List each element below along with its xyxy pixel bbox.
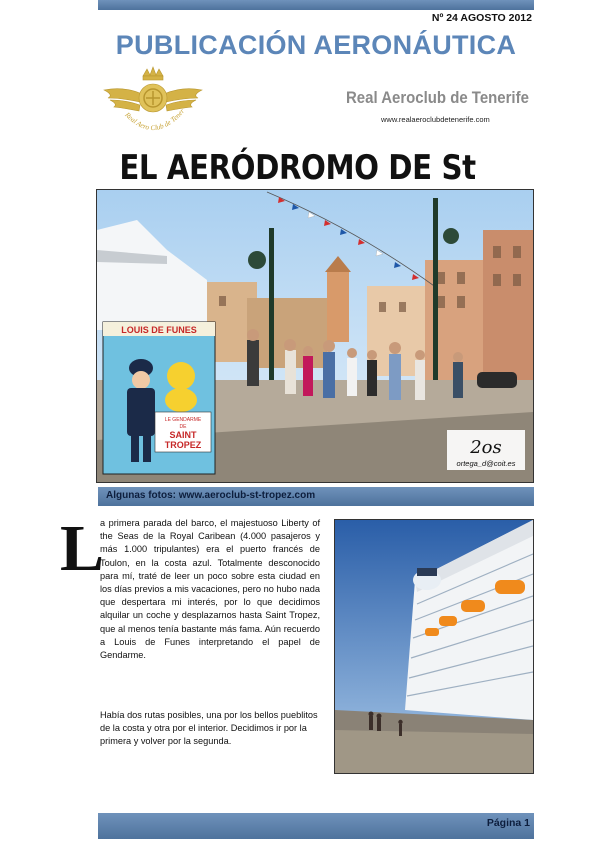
logo-lettering: Real Aero Club de Tener (123, 107, 187, 133)
aeroclub-logo (100, 64, 206, 144)
header-bar (98, 0, 534, 10)
poster-title-2: DE (179, 424, 187, 430)
drop-cap: L (60, 512, 105, 585)
film-poster (103, 322, 215, 474)
signature-email: ortega_d@coit.es (456, 459, 516, 468)
cruise-ship-photo (334, 519, 534, 774)
street-scene-illustration (97, 190, 533, 482)
article-headline: EL AERÓDROMO DE St (119, 148, 476, 188)
signature-text: 2os (470, 437, 502, 458)
poster-title-top: LOUIS DE FUNES (121, 325, 197, 335)
article-paragraph-2: Había dos rutas posibles, una por los bellos pueblitos de la costa y otra por el interior. Decidimos ir por la primera y volver por la segunda. (100, 710, 318, 747)
poster-title-1: LE GENDARME (164, 417, 202, 423)
issue-date: Nº 24 AGOSTO 2012 (431, 12, 532, 24)
page-number: Página 1 (486, 817, 530, 829)
article-paragraph-1: a primera parada del barco, el majestuoso Liberty of the Seas de la Royal Caribean (4.000 pasajeros y más 1.000 tripulantes) era el puerto francés de Toulon, en la costa azul. Totalmente desconocido para mí, traté de leer un poco sobre esta ciudad en los días previos a mis vacaciones, pero no hubo nada que despertara mi interés, por lo que decidimos alquilar un coche y desplazarnos hasta Saint Tropez, que al menos tenía bastante más fama. Aún recuerdo a Louis de Funes interpretando el papel de Gendarme. (100, 518, 320, 661)
club-url: www.realaeroclubdetenerife.com (381, 115, 490, 124)
saint-tropez-photo (96, 189, 534, 483)
publication-title: PUBLICACIÓN AERONÁUTICA (115, 30, 517, 60)
photographer-signature (447, 430, 525, 470)
ship-illustration (335, 520, 533, 773)
club-name: Real Aeroclub de Tenerife (346, 88, 529, 107)
photo-caption: Algunas fotos: www.aeroclub-st-tropez.com (106, 490, 316, 501)
poster-title-3: SAINT (169, 430, 197, 440)
poster-title-4: TROPEZ (164, 440, 202, 450)
